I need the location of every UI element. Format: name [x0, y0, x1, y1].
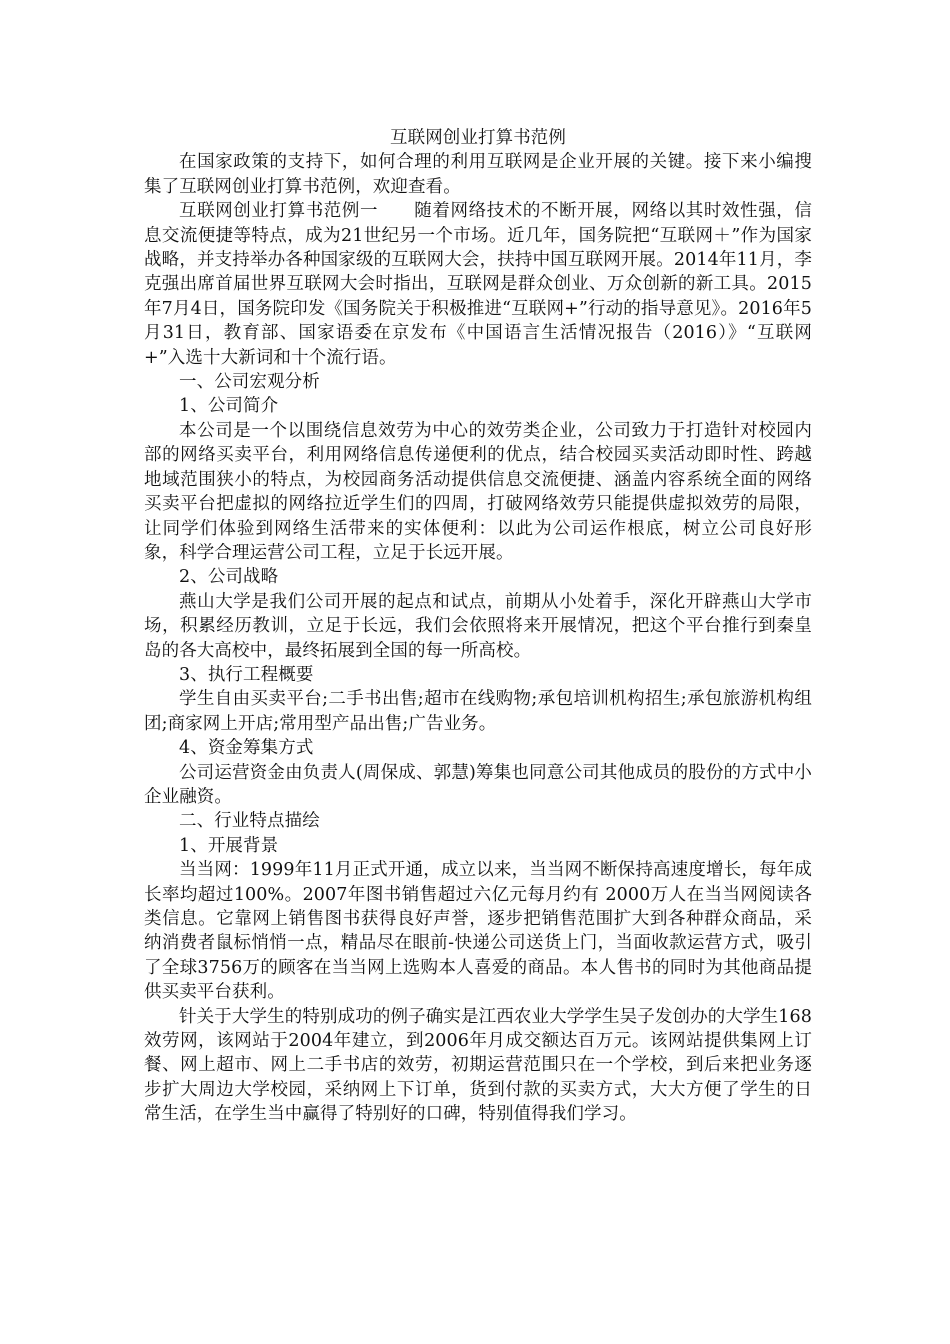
example-one-paragraph: 互联网创业打算书范例一 随着网络技术的不断开展，网络以其时效性强，信息交流便捷等特点，成为21世纪另一个市场。近几年，国务院把“互联网＋”作为国家战略，并支持举办各种国家级的互联网大会，扶持中国互联网开展。2014年11月，李克强出席首届世界互联网大会时指出，互联网是群众创业、万众创新的新工具。2015年7月4日，国务院印发《国务院关于积极推进“互联网+”行动的指导意见》。2016年5月31日，教育部、国家语委在京发布《中国语言生活情况报告（2016）》“互联网+”入选十大新词和十个流行语。 — [144, 201, 812, 368]
section-heading-macro-analysis: 一、公司宏观分析 — [179, 372, 320, 393]
dangdang-paragraph: 当当网：1999年11月正式开通，成立以来，当当网不断保持高速度增长，每年成长率均超过100%。2007年图书销售超过六亿元每月约有 2000万人在当当网阅读各类信息。它靠网上销售图书获得良好声誉，逐步把销售范围扩大到各种群众商品，采纳消费者鼠标悄悄一点，精品尽在眼前-快递公司送货上门，当面收款运营方式，吸引了全球3756万的顾客在当当网上选购本人喜爱的商品。本人售书的同时为其他商品提供买卖平台获利。 — [144, 860, 812, 1003]
document-body — [144, 126, 812, 1127]
intro-paragraph: 在国家政策的支持下，如何合理的利用互联网是企业开展的关键。接下来小编搜集了互联网创业打算书范例，欢迎查看。 — [144, 152, 812, 197]
company-profile-paragraph: 本公司是一个以围绕信息效劳为中心的效劳类企业，公司致力于打造针对校园内部的网络买卖平台，利用网络信息传递便利的优点，结合校园买卖活动即时性、跨越地域范围狭小的特点，为校园商务活动提供信息交流便捷、涵盖内容系统全面的网络买卖平台把虚拟的网络拉近学生们的四周，打破网络效劳只能提供虚拟效劳的局限，让同学们体验到网络生活带来的实体便利：以此为公司运作根底，树立公司良好形象，科学合理运营公司工程，立足于长远开展。 — [144, 420, 812, 563]
section-heading-industry-features: 二、行业特点描绘 — [179, 811, 320, 832]
subheading-company-strategy: 2、公司战略 — [179, 567, 279, 588]
execution-overview-paragraph: 学生自由买卖平台;二手书出售;超市在线购物;承包培训机构招生;承包旅游机构组团;商家网上开店;常用型产品出售;广告业务。 — [144, 689, 812, 734]
document-title: 互联网创业打算书范例 — [390, 128, 566, 148]
student-case-paragraph: 针关于大学生的特别成功的例子确实是江西农业大学学生吴子发创办的大学生168效劳网，该网站于2004年建立，到2006年月成交额达百万元。该网站提供集网上订餐、网上超市、网上二手书店的效劳，初期运营范围只在一个学校，到后来把业务逐步扩大周边大学校园，采纳网上下订单，货到付款的买卖方式，大大方便了学生的日常生活，在学生当中赢得了特别好的口碑，特别值得我们学习。 — [144, 1006, 812, 1125]
subheading-execution-overview: 3、执行工程概要 — [179, 664, 314, 685]
subheading-company-profile: 1、公司简介 — [179, 396, 279, 417]
funding-method-paragraph: 公司运营资金由负责人(周保成、郭慧)筹集也同意公司其他成员的股份的方式中小企业融资。 — [144, 762, 812, 807]
company-strategy-paragraph: 燕山大学是我们公司开展的起点和试点，前期从小处着手，深化开辟燕山大学市场，积累经历教训，立足于长远，我们会依照将来开展情况，把这个平台推行到秦皇岛的各大高校中，最终拓展到全国的每一所高校。 — [144, 591, 812, 661]
subheading-background: 1、开展背景 — [179, 835, 279, 856]
subheading-funding-method: 4、资金筹集方式 — [179, 738, 314, 759]
